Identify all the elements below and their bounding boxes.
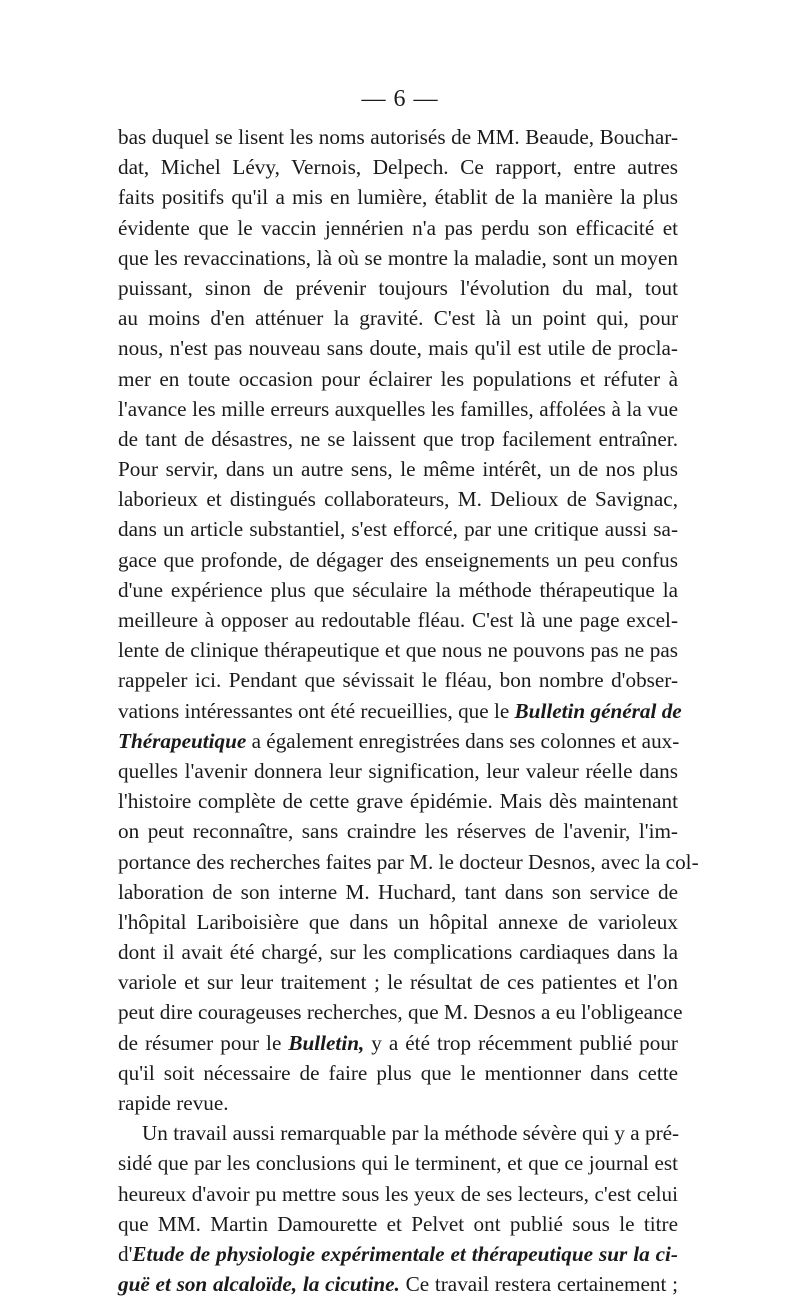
text-line: Pour servir, dans un autre sens, le même intérêt, un de nos plus [118,457,678,482]
body-text [118,122,699,1299]
text-line: sidé que par les conclusions qui le terminent, et que ce journal est [118,1151,678,1176]
text-line: dat, Michel Lévy, Vernois, Delpech. Ce rapport, entre autres [118,155,678,180]
text-line: évidente que le vaccin jennérien n'a pas perdu son efficacité et [118,215,678,240]
text-line [118,726,678,756]
text-line: portance des recherches faites par M. le docteur Desnos, avec la col- [118,849,699,874]
text-line: faits positifs qu'il a mis en lumière, établit de la manière la plus [118,185,678,210]
text-line: que MM. Martin Damourette et Pelvet ont publié sous le titre [118,1211,678,1236]
text-line: d'une expérience plus que séculaire la méthode thérapeutique la [118,577,678,602]
text-line: l'avance les mille erreurs auxquelles les familles, affolées à la vue [118,396,678,421]
text-line [118,696,682,726]
text-line: dans un article substantiel, s'est efforcé, par une critique aussi sa- [118,517,678,542]
text-line: au moins d'en atténuer la gravité. C'est là un point qui, pour [118,306,678,331]
text-line: rapide revue. [118,1091,229,1115]
text-line: peut dire courageuses recherches, que M. Desnos a eu l'obligeance [118,1000,683,1025]
text-line: variole et sur leur traitement ; le résultat de ces patientes et l'on [118,970,678,995]
text-run: y a été trop récemment publié pour [364,1030,678,1055]
italic-title: Bulletin, [288,1030,365,1055]
text-line: bas duquel se lisent les noms autorisés de MM. Beaude, Bouchar- [118,125,678,149]
text-line: Un travail aussi remarquable par la méthode sévère qui y a pré- [142,1121,680,1146]
text-line: meilleure à opposer au redoutable fléau. C'est là une page excel- [118,608,678,632]
text-line: rappeler ici. Pendant que sévissait le fléau, bon nombre d'obser- [118,668,678,693]
text-line: puissant, sinon de prévenir toujours l'évolution du mal, tout [118,275,678,300]
text-line: heureux d'avoir pu mettre sous les yeux de ses lecteurs, c'est celui [118,1181,678,1206]
text-line: on peut reconnaître, sans craindre les réserves de l'avenir, l'im- [118,819,678,844]
text-run: de résumer pour le [118,1030,289,1055]
text-line [118,1239,678,1269]
text-line: nous, n'est pas nouveau sans doute, mais qu'il est utile de procla- [118,336,678,361]
text-line: l'histoire complète de cette grave épidémie. Mais dès maintenant [118,789,678,814]
text-line [118,1028,678,1058]
text-line: lente de clinique thérapeutique et que nous ne pouvons pas ne pas [118,638,678,663]
text-line: laborieux et distingués collaborateurs, M. Delioux de Savignac, [118,487,678,512]
text-line [118,1269,678,1299]
text-line: laboration de son interne M. Huchard, tant dans son service de [118,879,678,904]
text-line: gace que profonde, de dégager des enseignements un peu confus [118,547,678,572]
text-line: dont il avait été chargé, sur les complications cardiaques dans la [118,940,678,965]
italic-title: guë et son alcaloïde, la cicutine. [118,1272,400,1297]
text-line: mer en toute occasion pour éclairer les populations et réfuter à [118,366,678,391]
text-line: quelles l'avenir donnera leur signification, leur valeur réelle dans [118,758,678,783]
italic-title: Thérapeutique [118,728,247,753]
text-line: que les revaccinations, là où se montre la maladie, sont un moyen [118,245,678,270]
italic-title: Etude de physiologie expérimentale et thérapeutique sur la ci- [132,1241,678,1266]
text-run: Ce travail restera certainement ; [399,1272,678,1297]
text-line: l'hôpital Lariboisière que dans un hôpital annexe de varioleux [118,909,678,934]
italic-title: Bulletin général de [514,698,682,723]
text-run: a également enregistrées dans ses colonnes et aux- [246,728,680,753]
page-number: — 6 — [361,86,439,112]
text-line: qu'il soit nécessaire de faire plus que le mentionner dans cette [118,1060,678,1085]
text-run: d' [118,1241,133,1266]
text-line: de tant de désastres, ne se laissent que trop facilement entraîner. [118,426,678,451]
text-run: vations intéressantes ont été recueillies, que le [118,698,515,723]
